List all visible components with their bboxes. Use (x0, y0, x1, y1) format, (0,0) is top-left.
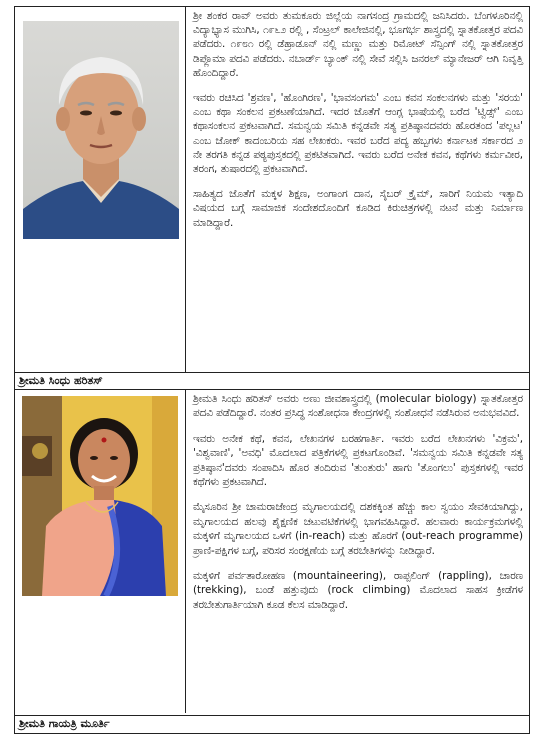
bio-paragraph: ಮಕ್ಕಳಿಗೆ ಪರ್ವತಾರೋಹಣ (mountaineering), ರಾಪ್ಪಲಿಂಗ್ (rappling), ಚಾರಣ (trekking), ಬಂಡೆ ಹತ್ತುವುದು (rock climbing) ಮೊದಲಾದ ಸಾಹಸ ಕ್ರೀಡೆಗಳ ತರಬೇತುಗಾರ್ತಿಯಾಗಿ ಕೂಡ ಕೆಲಸ ಮಾಡಿದ್ದಾರೆ. (193, 570, 523, 611)
bio-paragraph: ಇವರು ರಚಿಸಿದ 'ಶ್ರವಣ', 'ಹೊಂಗಿರಣ', 'ಭಾವಸಂಗಮ' ಎಂಬ ಕವನ ಸಂಕಲನಗಳು ಮತ್ತು 'ಸರಯ' ಎಂಬ ಕಥಾ ಸಂಕಲನ ಪ್ರಕಟಣೆಯಾಗಿದೆ. ಇದರ ಜೊತೆಗೆ ಆಂಗ್ಲ ಭಾಷೆಯಲ್ಲಿ ಬರೆದ 'ಟ್ವಿಡ್ಸ್' ಎಂಬ ಕಥಾಸಂಕಲನ ಪ್ರಕಟವಾಗಿದೆ. ಸಮನ್ವಯ ಸಮಿತಿ ಕನ್ನಡವೇ ಸತ್ಯ ಪ್ರತಿಷ್ಠಾನದವರು ಹೊರತಂದ 'ಪಲ್ಲಟ' ಎಂಬ ಜೋಕ್ ಕಾದಂಬರಿಯ ಸಹ ಲೇಖಕರು. ಇವರ ಬರೆದ ಪದ್ಯ ಹಬ್ಬಗಳು ಕರ್ನಾಟಕ ಸರ್ಕಾರದ ೨ ನೇ ತರಗತಿ ಕನ್ನಡ ಪಠ್ಯಪುಸ್ತಕದಲ್ಲಿ ಪ್ರಕಟಿತವಾಗಿದೆ. ಇವರು ಬರೆದ ಅನೇಕ ಕವನ, ಕಥೆಗಳು ಕರ್ಮವೀರ, ತರಂಗ, ತುಷಾರದಲ್ಲಿ ಪ್ರಕಟವಾಗಿದೆ. (193, 92, 523, 176)
name-row-2 (15, 373, 529, 389)
bio-table (14, 6, 530, 734)
person-name: ಶ್ರೀಮತಿ ಗಾಯತ್ರಿ ಮೂರ್ತಿ (19, 717, 110, 730)
person-name: ಶ್ರೀಮತಿ ಸಿಂಧು ಹರಿತಸ್ (19, 374, 103, 387)
name-row-3 (15, 716, 529, 732)
photo-cell-1 (15, 7, 186, 372)
bio-paragraph: ಇವರು ಅನೇಕ ಕಥೆ, ಕವನ, ಲೇಖನಗಳ ಬರಹಗಾರ್ತಿ. ಇವರು ಬರೆದ ಲೇಖನಗಳು 'ವಿಕ್ರಮ', 'ವಿಶ್ವವಾಣಿ', 'ಅವಧಿ' ಮೊದಲಾದ ಪತ್ರಿಕೆಗಳಲ್ಲಿ ಪ್ರಕಟಗೊಂಡಿವೆ. 'ಸಮನ್ವಯ ಸಮಿತಿ ಕನ್ನಡವೇ ಸತ್ಯ ಪ್ರತಿಷ್ಠಾನ'ದವರು ಸಂಪಾದಿಸಿ ಹೊರ ತಂದಿರುವ 'ತುಂತುರು' ಹಾಗು 'ತೊಂಗಲು' ಪುಸ್ತಕಗಳಲ್ಲಿ ಇವರ ಕಥೆಗಳು ಪ್ರಕಟವಾಗಿದೆ. (193, 432, 523, 489)
bio-text-2 (187, 390, 529, 623)
portrait-photo-man (23, 21, 179, 239)
photo-cell-2 (15, 390, 186, 713)
bio-paragraph: ಶ್ರೀ ಶಂಕರ ರಾವ್ ಅವರು ತುಮಕೂರು ಜಿಲ್ಲೆಯ ನಾಗಸಂದ್ರ ಗ್ರಾಮದಲ್ಲಿ ಜನಿಸಿದರು. ಬೆಂಗಳೂರಿನಲ್ಲಿ ವಿದ್ಯಾಭ್ಯಾಸ ಮುಗಿಸಿ, ೧೯೬೨ ರಲ್ಲಿ , ಸೆಂಟ್ರಲ್ ಕಾಲೇಜಿನಲ್ಲಿ, ಭೂಗರ್ಭ ಶಾಸ್ತ್ರದಲ್ಲಿ ಸ್ನಾತಕೋತ್ತರ ಪದವಿ ಪಡೆದರು. ೧೯೮೧ ರಲ್ಲಿ ಡೆಹ್ರಾಡೂನ್ ನಲ್ಲಿ ಮಣ್ಣು ಮತ್ತು ರಿಮೋಟ್ ಸೆನ್ಸಿಂಗ್ ನಲ್ಲಿ ಸ್ನಾತಕೋತ್ತರ ಡಿಪ್ಲೊಮಾ ಪದವಿ ಪಡೆದರು. ನಬಾರ್ಡ್ ಬ್ಯಾಂಕ್ ನಲ್ಲಿ ಸೇವೆ ಸಲ್ಲಿಸಿ ಜನರಲ್ ಮ್ಯಾನೇಜರ್ ಆಗಿ ನಿವೃತ್ತಿ ಹೊಂದಿದ್ದಾರೆ. (193, 10, 523, 79)
portrait-photo-woman (22, 396, 178, 596)
bio-row-2 (15, 390, 529, 713)
bio-paragraph: ಸಾಹಿತ್ಯದ ಜೊತೆಗೆ ಮಕ್ಕಳ ಶಿಕ್ಷಣ, ಅಂಗಾಂಗ ದಾನ, ಸೈಬರ್ ಕ್ರೈಮ್, ಸಾರಿಗೆ ನಿಯಮ ಇತ್ಯಾದಿ ವಿಷಯದ ಬಗ್ಗೆ ಸಾಮಾಜಿಕ ಸಂದೇಶದೊಂದಿಗೆ ಕೂಡಿದ ಕಿರುಚಿತ್ರಗಳಲ್ಲಿ ನಟನೆ ಮತ್ತು ನಿರ್ಮಾಣ ಮಾಡಿದ್ದಾರೆ. (193, 188, 523, 229)
bio-text-1 (187, 7, 529, 241)
bio-row-1 (15, 7, 529, 372)
bio-paragraph: ಮೈಸೂರಿನ ಶ್ರೀ ಚಾಮರಾಜೇಂದ್ರ ಮೃಗಾಲಯದಲ್ಲಿ ದಶಕಕ್ಕಿಂತ ಹೆಚ್ಚು ಕಾಲ ಸ್ವಯಂ ಸೇವಕಿಯಾಗಿದ್ದು, ಮೃಗಾಲಯದ ಹಲವು ಶೈಕ್ಷಣಿಕ ಚಟುವಟಿಕೆಗಳಲ್ಲಿ ಭಾಗವಹಿಸಿದ್ದಾರೆ. ಹಲವಾರು ಕಾರ್ಯಕ್ರಮಗಳಲ್ಲಿ ಮಕ್ಕಳಿಗೆ ಮೃಗಾಲಯದ ಒಳಗೆ (in-reach) ಮತ್ತು ಹೊರಗೆ (out-reach programme) ಪ್ರಾಣಿ-ಪಕ್ಷಿಗಳ ಬಗ್ಗೆ, ಪರಿಸರ ಸಂರಕ್ಷಣೆಯ ಬಗ್ಗೆ ತರಬೇತಿಗಳನ್ನು ನೀಡಿದ್ದಾರೆ. (193, 501, 523, 557)
bio-paragraph: ಶ್ರೀಮತಿ ಸಿಂಧು ಹರಿತಸ್ ಅವರು ಅಣು ಜೀವಶಾಸ್ತ್ರದಲ್ಲಿ (molecular biology) ಸ್ನಾತಕೋತ್ತರ ಪದವಿ ಪಡೆದಿದ್ದಾರೆ. ನಂತರ ಪ್ರಸಿದ್ಧ ಸಂಶೋಧನಾ ಕೇಂದ್ರಗಳಲ್ಲಿ ಸಂಶೋಧನೆ ನಡೆಸಿರುವ ಅನುಭವವಿದೆ. (193, 393, 523, 420)
